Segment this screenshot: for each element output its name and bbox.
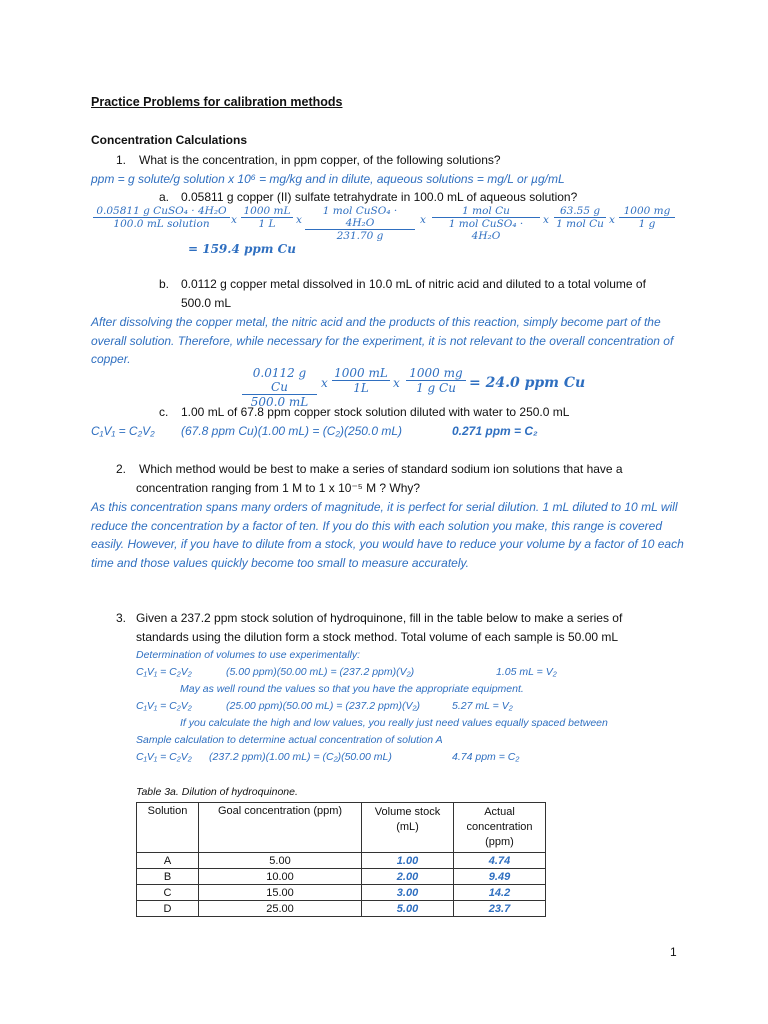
fraction-numerator: 0.05811 g CuSO₄ · 4H₂O xyxy=(96,205,227,217)
q1b-result: = 24.0 ppm Cu xyxy=(469,375,586,391)
cell-solution: D xyxy=(137,901,199,917)
q1c-answer: 0.271 ppm = C₂ xyxy=(452,424,538,438)
fraction-denominator: 1 g Cu xyxy=(406,380,466,395)
fraction-numerator: 63.55 g xyxy=(559,205,601,217)
q3-notes-calc: (25.00 ppm)(50.00 mL) = (237.2 ppm)(V₂) xyxy=(226,700,420,712)
cell-actual: 23.7 xyxy=(454,901,546,917)
fraction-numerator: 1000 mg xyxy=(409,366,463,380)
q3-notes-round: May as well round the values so that you have the appropriate equipment. xyxy=(180,683,524,695)
column-header: Volume stock (mL) xyxy=(362,803,454,853)
cell-volume: 2.00 xyxy=(362,869,454,885)
q1a-text: 0.05811 g copper (II) sulfate tetrahydrate in 100.0 mL of aqueous solution? xyxy=(181,190,578,204)
q3-notes-result: 5.27 mL = V₂ xyxy=(452,700,513,712)
q3-notes-eq: C₁V₁ = C₂V₂ xyxy=(136,700,192,712)
column-header: Solution xyxy=(137,803,199,853)
page-title: Practice Problems for calibration methods xyxy=(91,95,343,109)
cell-goal: 5.00 xyxy=(199,853,362,869)
fraction-denominator: 100.0 mL solution xyxy=(93,217,230,230)
q3-notes-heading: Determination of volumes to use experimentally: xyxy=(136,649,361,661)
q1b-explanation: After dissolving the copper metal, the nitric acid and the products of this reaction, simply become part of the overall solution. Therefore, while necessary for the experiment, it is not relevant to the overall concentration of copper. xyxy=(91,315,674,366)
q1a-fraction-6 xyxy=(619,205,675,230)
fraction-denominator: 1 mol CuSO₄ · 4H₂O xyxy=(432,217,540,242)
table-row xyxy=(137,869,546,885)
q1a-fraction-2 xyxy=(241,205,293,230)
fraction-denominator: 500.0 mL xyxy=(242,394,317,409)
q1b-label: b. xyxy=(159,277,170,291)
q3-number: 3. xyxy=(116,611,127,625)
q1a-fraction-5 xyxy=(554,205,606,230)
q1-text: What is the concentration, in ppm copper, of the following solutions? xyxy=(139,153,501,167)
q3-notes-sample: Sample calculation to determine actual concentration of solution A xyxy=(136,734,443,746)
times-sign: x xyxy=(420,214,426,226)
q1b-fraction-1 xyxy=(242,366,317,409)
cell-goal: 25.00 xyxy=(199,901,362,917)
q2-text-line1: Which method would be best to make a series of standard sodium ion solutions that have a xyxy=(139,462,623,476)
fraction-numerator: 1000 mg xyxy=(623,205,671,217)
q2-answer: As this concentration spans many orders of magnitude, it is perfect for serial dilution. 1 mL diluted to 10 mL will reduce the concentration by a factor of ten. If you do this with each solution you make, this range is covered easily. However, if you have to dilute from a stock, you would have to reduce your volume by a factor of 10 each time and those values quickly become too small to measure accurately. xyxy=(91,500,684,570)
column-header: Goal concentration (ppm) xyxy=(199,803,362,853)
times-sign: x xyxy=(543,214,549,226)
section-heading: Concentration Calculations xyxy=(91,133,248,147)
cell-actual: 4.74 xyxy=(454,853,546,869)
q3-notes-spacing: If you calculate the high and low values, you really just need values equally spaced between xyxy=(180,717,608,729)
fraction-denominator: 1 g xyxy=(619,217,675,230)
q1-definition: ppm = g solute/g solution x 10⁶ = mg/kg and in dilute, aqueous solutions = mg/L or µg/mL xyxy=(91,172,565,186)
q2-number: 2. xyxy=(116,462,127,476)
times-sign: x xyxy=(609,214,615,226)
q3-notes-eq: C₁V₁ = C₂V₂ xyxy=(136,751,192,763)
q1-number: 1. xyxy=(116,153,127,167)
q1b-fraction-2 xyxy=(332,366,390,395)
q3-notes-calc: (237.2 ppm)(1.00 mL) = (C₂)(50.00 mL) xyxy=(209,751,392,763)
q1c-eq2: (67.8 ppm Cu)(1.00 mL) = (C₂)(250.0 mL) xyxy=(181,424,402,438)
cell-goal: 15.00 xyxy=(199,885,362,901)
times-sign: x xyxy=(393,376,400,390)
q1b-text-line2: 500.0 mL xyxy=(181,296,232,310)
cell-actual: 14.2 xyxy=(454,885,546,901)
page-number: 1 xyxy=(670,945,677,959)
cell-volume: 5.00 xyxy=(362,901,454,917)
q3-notes-result: 1.05 mL = V₂ xyxy=(496,666,557,678)
q1b-fraction-3 xyxy=(406,366,466,395)
dilution-table xyxy=(136,802,546,917)
fraction-denominator: 1 L xyxy=(241,217,293,230)
times-sign: x xyxy=(321,376,328,390)
fraction-numerator: 0.0112 g Cu xyxy=(252,366,307,394)
fraction-numerator: 1 mol Cu xyxy=(462,205,510,217)
cell-solution: B xyxy=(137,869,199,885)
q3-text-line2: standards using the dilution form a stock method. Total volume of each sample is 50.00 mL xyxy=(136,630,619,644)
table-row xyxy=(137,901,546,917)
q1a-fraction-3 xyxy=(305,205,415,242)
q1a-fraction-1 xyxy=(93,205,230,230)
table-header-row xyxy=(137,803,546,853)
cell-goal: 10.00 xyxy=(199,869,362,885)
q1a-label: a. xyxy=(159,190,170,204)
q1c-label: c. xyxy=(159,405,169,419)
fraction-numerator: 1000 mL xyxy=(243,205,291,217)
cell-solution: A xyxy=(137,853,199,869)
table-caption: Table 3a. Dilution of hydroquinone. xyxy=(136,786,298,798)
table-row xyxy=(137,853,546,869)
q1b-text-line1: 0.0112 g copper metal dissolved in 10.0 mL of nitric acid and diluted to a total volume of xyxy=(181,277,646,291)
table-row xyxy=(137,885,546,901)
q1c-eq1: C₁V₁ = C₂V₂ xyxy=(91,424,155,438)
q1a-result: = 159.4 ppm Cu xyxy=(188,242,296,256)
fraction-denominator: 231.70 g xyxy=(305,229,415,242)
q3-notes-calc: (5.00 ppm)(50.00 mL) = (237.2 ppm)(V₂) xyxy=(226,666,415,678)
cell-volume: 1.00 xyxy=(362,853,454,869)
q2-text-line2: concentration ranging from 1 M to 1 x 10⁻⁵ M ? Why? xyxy=(136,481,421,495)
fraction-numerator: 1000 mL xyxy=(334,366,388,380)
q3-text-line1: Given a 237.2 ppm stock solution of hydroquinone, fill in the table below to make a series of xyxy=(136,611,623,625)
q1a-fraction-4 xyxy=(432,205,540,242)
q3-notes-result: 4.74 ppm = C₂ xyxy=(452,751,520,763)
times-sign: x xyxy=(296,214,302,226)
q3-notes-eq: C₁V₁ = C₂V₂ xyxy=(136,666,192,678)
fraction-denominator: 1 mol Cu xyxy=(554,217,606,230)
cell-solution: C xyxy=(137,885,199,901)
fraction-denominator: 1L xyxy=(332,380,390,395)
fraction-numerator: 1 mol CuSO₄ · 4H₂O xyxy=(322,205,398,229)
q1c-text: 1.00 mL of 67.8 ppm copper stock solution diluted with water to 250.0 mL xyxy=(181,405,570,419)
column-header: Actual concentration (ppm) xyxy=(454,803,546,853)
times-sign: x xyxy=(231,214,237,226)
cell-actual: 9.49 xyxy=(454,869,546,885)
cell-volume: 3.00 xyxy=(362,885,454,901)
